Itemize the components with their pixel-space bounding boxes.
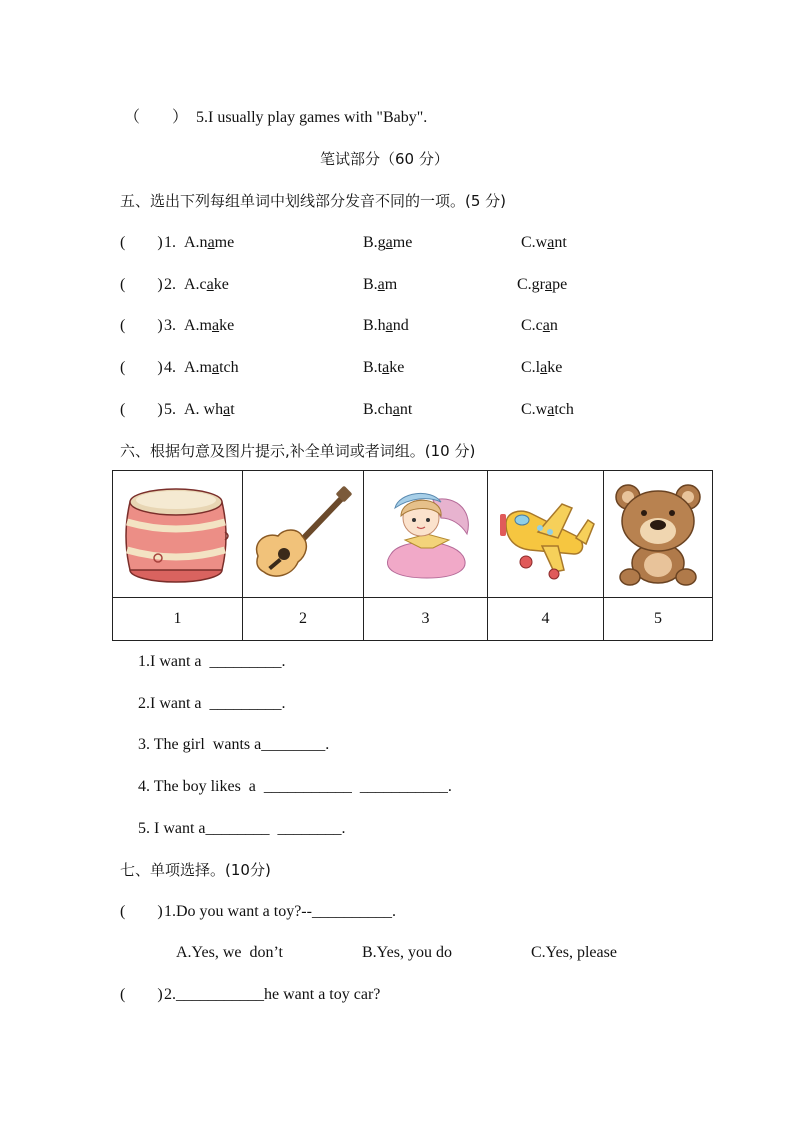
picture-cell-4	[488, 471, 604, 598]
picture-number-5: 5	[604, 598, 713, 641]
option-b: B.take	[363, 359, 405, 376]
toy-plane-icon	[492, 484, 600, 584]
option-b: B.am	[363, 276, 398, 293]
option-b: B.game	[363, 234, 413, 251]
question-2-text: 2.___________he want a toy car?	[164, 986, 381, 1003]
picture-table	[112, 470, 713, 641]
listening-q5-text: 5.I usually play games with "Baby".	[196, 109, 428, 126]
question-1-text: 1.Do you want a toy?--__________.	[164, 903, 396, 920]
q1-option-c: C.Yes, please	[531, 944, 617, 961]
section-5-heading: 五、选出下列每组单词中划线部分发音不同的一项。(5 分)	[120, 192, 507, 210]
answer-paren[interactable]: ( )	[120, 359, 163, 376]
option-a: A.make	[184, 317, 235, 334]
option-c: C.lake	[521, 359, 563, 376]
item-number: 1.	[164, 234, 176, 251]
item-number: 3.	[164, 317, 176, 334]
fill-sentence-5[interactable]: 5. I want a________ ________.	[138, 820, 346, 837]
answer-paren[interactable]: ( )	[120, 903, 163, 920]
answer-paren[interactable]: ( )	[120, 317, 163, 334]
option-c: C.watch	[521, 401, 574, 418]
drum-icon	[124, 482, 232, 586]
answer-paren[interactable]: ( )	[120, 986, 163, 1003]
q1-option-a: A.Yes, we don’t	[176, 944, 283, 961]
option-b: B.hand	[363, 317, 409, 334]
item-number: 4.	[164, 359, 176, 376]
picture-number-2: 2	[243, 598, 364, 641]
item-number: 5.	[164, 401, 176, 418]
option-a: A. what	[184, 401, 235, 418]
q1-option-b: B.Yes, you do	[362, 944, 452, 961]
option-c: C.can	[521, 317, 558, 334]
written-part-title: 笔试部分（60 分）	[320, 150, 449, 168]
section-6-heading: 六、根据句意及图片提示,补全单词或者词组。(10 分)	[120, 442, 476, 460]
guitar-icon	[248, 484, 358, 584]
answer-paren[interactable]: ( )	[120, 401, 163, 418]
picture-cell-2	[243, 471, 364, 598]
picture-number-1: 1	[113, 598, 243, 641]
picture-cell-1	[113, 471, 243, 598]
answer-paren[interactable]: ( )	[120, 234, 163, 251]
option-c: C.grape	[517, 276, 568, 293]
listening-q5-paren: （ ）	[124, 109, 189, 126]
picture-cell-3	[364, 471, 488, 598]
picture-number-3: 3	[364, 598, 488, 641]
option-b: B.chant	[363, 401, 413, 418]
picture-cell-5	[604, 471, 713, 598]
fill-sentence-3[interactable]: 3. The girl wants a________.	[138, 736, 330, 753]
option-a: A.name	[184, 234, 235, 251]
fill-sentence-1[interactable]: 1.I want a _________.	[138, 653, 286, 670]
item-number: 2.	[164, 276, 176, 293]
section-7-heading: 七、单项选择。(10分)	[120, 861, 271, 879]
option-c: C.want	[521, 234, 567, 251]
answer-paren[interactable]: ( )	[120, 276, 163, 293]
fill-sentence-4[interactable]: 4. The boy likes a ___________ ___________.	[138, 778, 452, 795]
teddy-bear-icon	[608, 479, 708, 589]
picture-number-4: 4	[488, 598, 604, 641]
fill-sentence-2[interactable]: 2.I want a _________.	[138, 695, 286, 712]
option-a: A.match	[184, 359, 239, 376]
doll-icon	[371, 484, 481, 584]
option-a: A.cake	[184, 276, 229, 293]
